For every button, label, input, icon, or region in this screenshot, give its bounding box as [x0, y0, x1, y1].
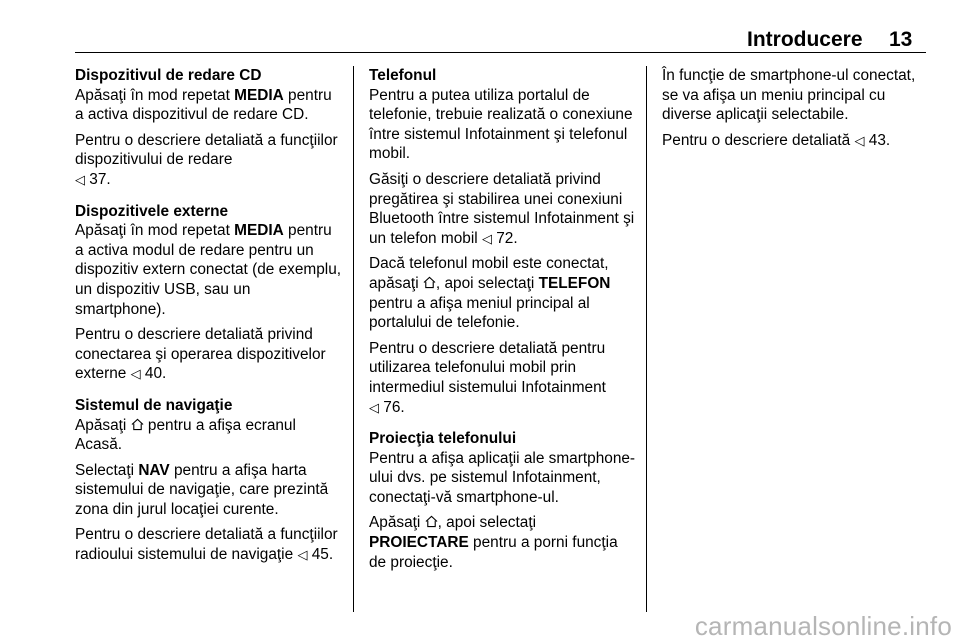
- paragraph: Pentru o descriere detaliată privind conectarea şi operarea dispozitivelor externe ◁ 40.: [75, 326, 326, 383]
- text: pentru a activa dispozitivul de redare CD.: [75, 86, 332, 124]
- paragraph: [75, 416, 343, 455]
- text: Selectaţi: [75, 461, 139, 479]
- paragraph: [369, 254, 637, 332]
- text: Pentru o descriere detaliată a funcţiilor dispozitivului de redare: [75, 131, 338, 169]
- paragraph: În funcţie de smartphone-ul conectat, se va afişa un meniu principal cu diverse aplicaţii selectabile.: [662, 67, 916, 124]
- text: pentru a activa modul de redare pentru un dispozitiv extern conectat (de exemplu, un dispozitiv USB, sau un smartphone).: [75, 222, 342, 318]
- paragraph: Găsiţi o descriere detaliată privind pregătirea şi stabilirea unei conexiuni Bluetooth între sistemul Infotainment şi un telefon mobil ◁ 72.: [369, 170, 635, 247]
- column-2: [369, 66, 637, 584]
- section-phone: [369, 66, 637, 417]
- paragraph: Pentru o descriere detaliată a funcţiilor dispozitivului de redare ◁ 37.: [75, 131, 338, 188]
- text: pentru a porni funcţia de proiecţie.: [369, 534, 618, 571]
- keyword-media: MEDIA: [234, 222, 284, 240]
- text: Apăsaţi în mod repetat: [75, 222, 235, 240]
- page-reference: 72: [496, 229, 514, 247]
- page-reference: 40: [144, 365, 163, 383]
- text: Apăsaţi: [75, 416, 127, 434]
- text: Apăsaţi: [369, 514, 421, 532]
- keyword-proiectare: PROIECTARE: [369, 534, 469, 552]
- paragraph: [369, 513, 637, 572]
- section-external-devices: [75, 202, 343, 384]
- column-divider: [353, 66, 354, 612]
- text: Pentru o descriere detaliată a funcţiilor radioului sistemului de navigaţie: [75, 526, 338, 564]
- column-3: [662, 66, 930, 156]
- home-icon: [423, 276, 436, 289]
- page-number: 13: [889, 28, 913, 51]
- reference-arrow-icon: ◁: [75, 171, 85, 187]
- keyword-media: MEDIA: [234, 86, 284, 104]
- text: pentru a afişa harta sistemului de navigaţie, care prezintă zona din jurul locaţiei curente.: [75, 461, 329, 518]
- section-navigation: [75, 396, 343, 565]
- text: Pentru o descriere detaliată: [662, 131, 851, 149]
- section-phone-projection: [369, 429, 637, 572]
- paragraph: Pentru o descriere detaliată a funcţiilor radioului sistemului de navigaţie ◁ 45.: [75, 526, 338, 564]
- paragraph: [75, 86, 343, 125]
- section-title: Sistemul de navigaţie: [75, 396, 233, 414]
- text: Găsiţi o descriere detaliată privind pregătirea şi stabilirea unei conexiuni Bluetooth între sistemul Infotainment şi un telefon mobil: [369, 170, 635, 247]
- page-reference: 43: [868, 131, 886, 149]
- text: Dacă telefonul mobil este conectat, apăsaţi: [369, 255, 609, 292]
- paragraph: [75, 221, 343, 319]
- section-title: Dispozitivele externe: [75, 202, 229, 220]
- column-1: [75, 66, 343, 577]
- reference-arrow-icon: ◁: [369, 399, 379, 415]
- section-title: Proiecţia telefonului: [369, 430, 517, 448]
- reference-arrow-icon: ◁: [854, 132, 865, 148]
- keyword-telefon: TELEFON: [538, 274, 611, 292]
- text: Pentru o descriere detaliată pentru utilizarea telefonului mobil prin intermediul sistemului Infotainment: [369, 339, 606, 396]
- home-icon: [131, 418, 144, 431]
- reference-arrow-icon: ◁: [297, 547, 308, 563]
- section-cd-player: [75, 66, 343, 190]
- keyword-nav: NAV: [138, 461, 170, 479]
- paragraph: Pentru a putea utiliza portalul de telefonie, trebuie realizată o conexiune între sistemul Infotainment şi telefonul mobil.: [369, 86, 633, 163]
- text: pentru a afişa meniul principal al portalului de telefonie.: [369, 294, 590, 332]
- page-reference: 37: [89, 170, 107, 188]
- section-title: Dispozitivul de redare CD: [75, 67, 262, 84]
- page-reference: 45: [311, 546, 329, 564]
- paragraph: Pentru a afişa aplicaţii ale smartphone-ului dvs. pe sistemul Infotainment, conectaţi-vă smartphone-ul.: [369, 449, 636, 506]
- paragraph: [75, 461, 343, 520]
- paragraph: Pentru o descriere detaliată pentru utilizarea telefonului mobil prin intermediul sistemului Infotainment ◁ 76.: [369, 339, 606, 416]
- column-divider: [646, 66, 647, 612]
- text: pentru a afişa ecranul Acasă.: [75, 416, 296, 454]
- watermark: carmanualsonline.info: [694, 611, 952, 641]
- text: , apoi selectaţi: [435, 274, 539, 292]
- home-icon: [425, 515, 438, 528]
- page-reference: 76: [383, 398, 401, 416]
- page-title: Introducere: [747, 28, 863, 51]
- reference-arrow-icon: ◁: [481, 230, 492, 246]
- text: Apăsaţi în mod repetat: [75, 86, 235, 104]
- paragraph: Pentru o descriere detaliată ◁ 43.: [662, 131, 891, 149]
- section-title: Telefonul: [369, 67, 437, 84]
- text: , apoi selectaţi: [437, 514, 537, 532]
- text: Pentru o descriere detaliată privind conectarea şi operarea dispozitivelor externe: [75, 326, 326, 383]
- reference-arrow-icon: ◁: [130, 366, 141, 382]
